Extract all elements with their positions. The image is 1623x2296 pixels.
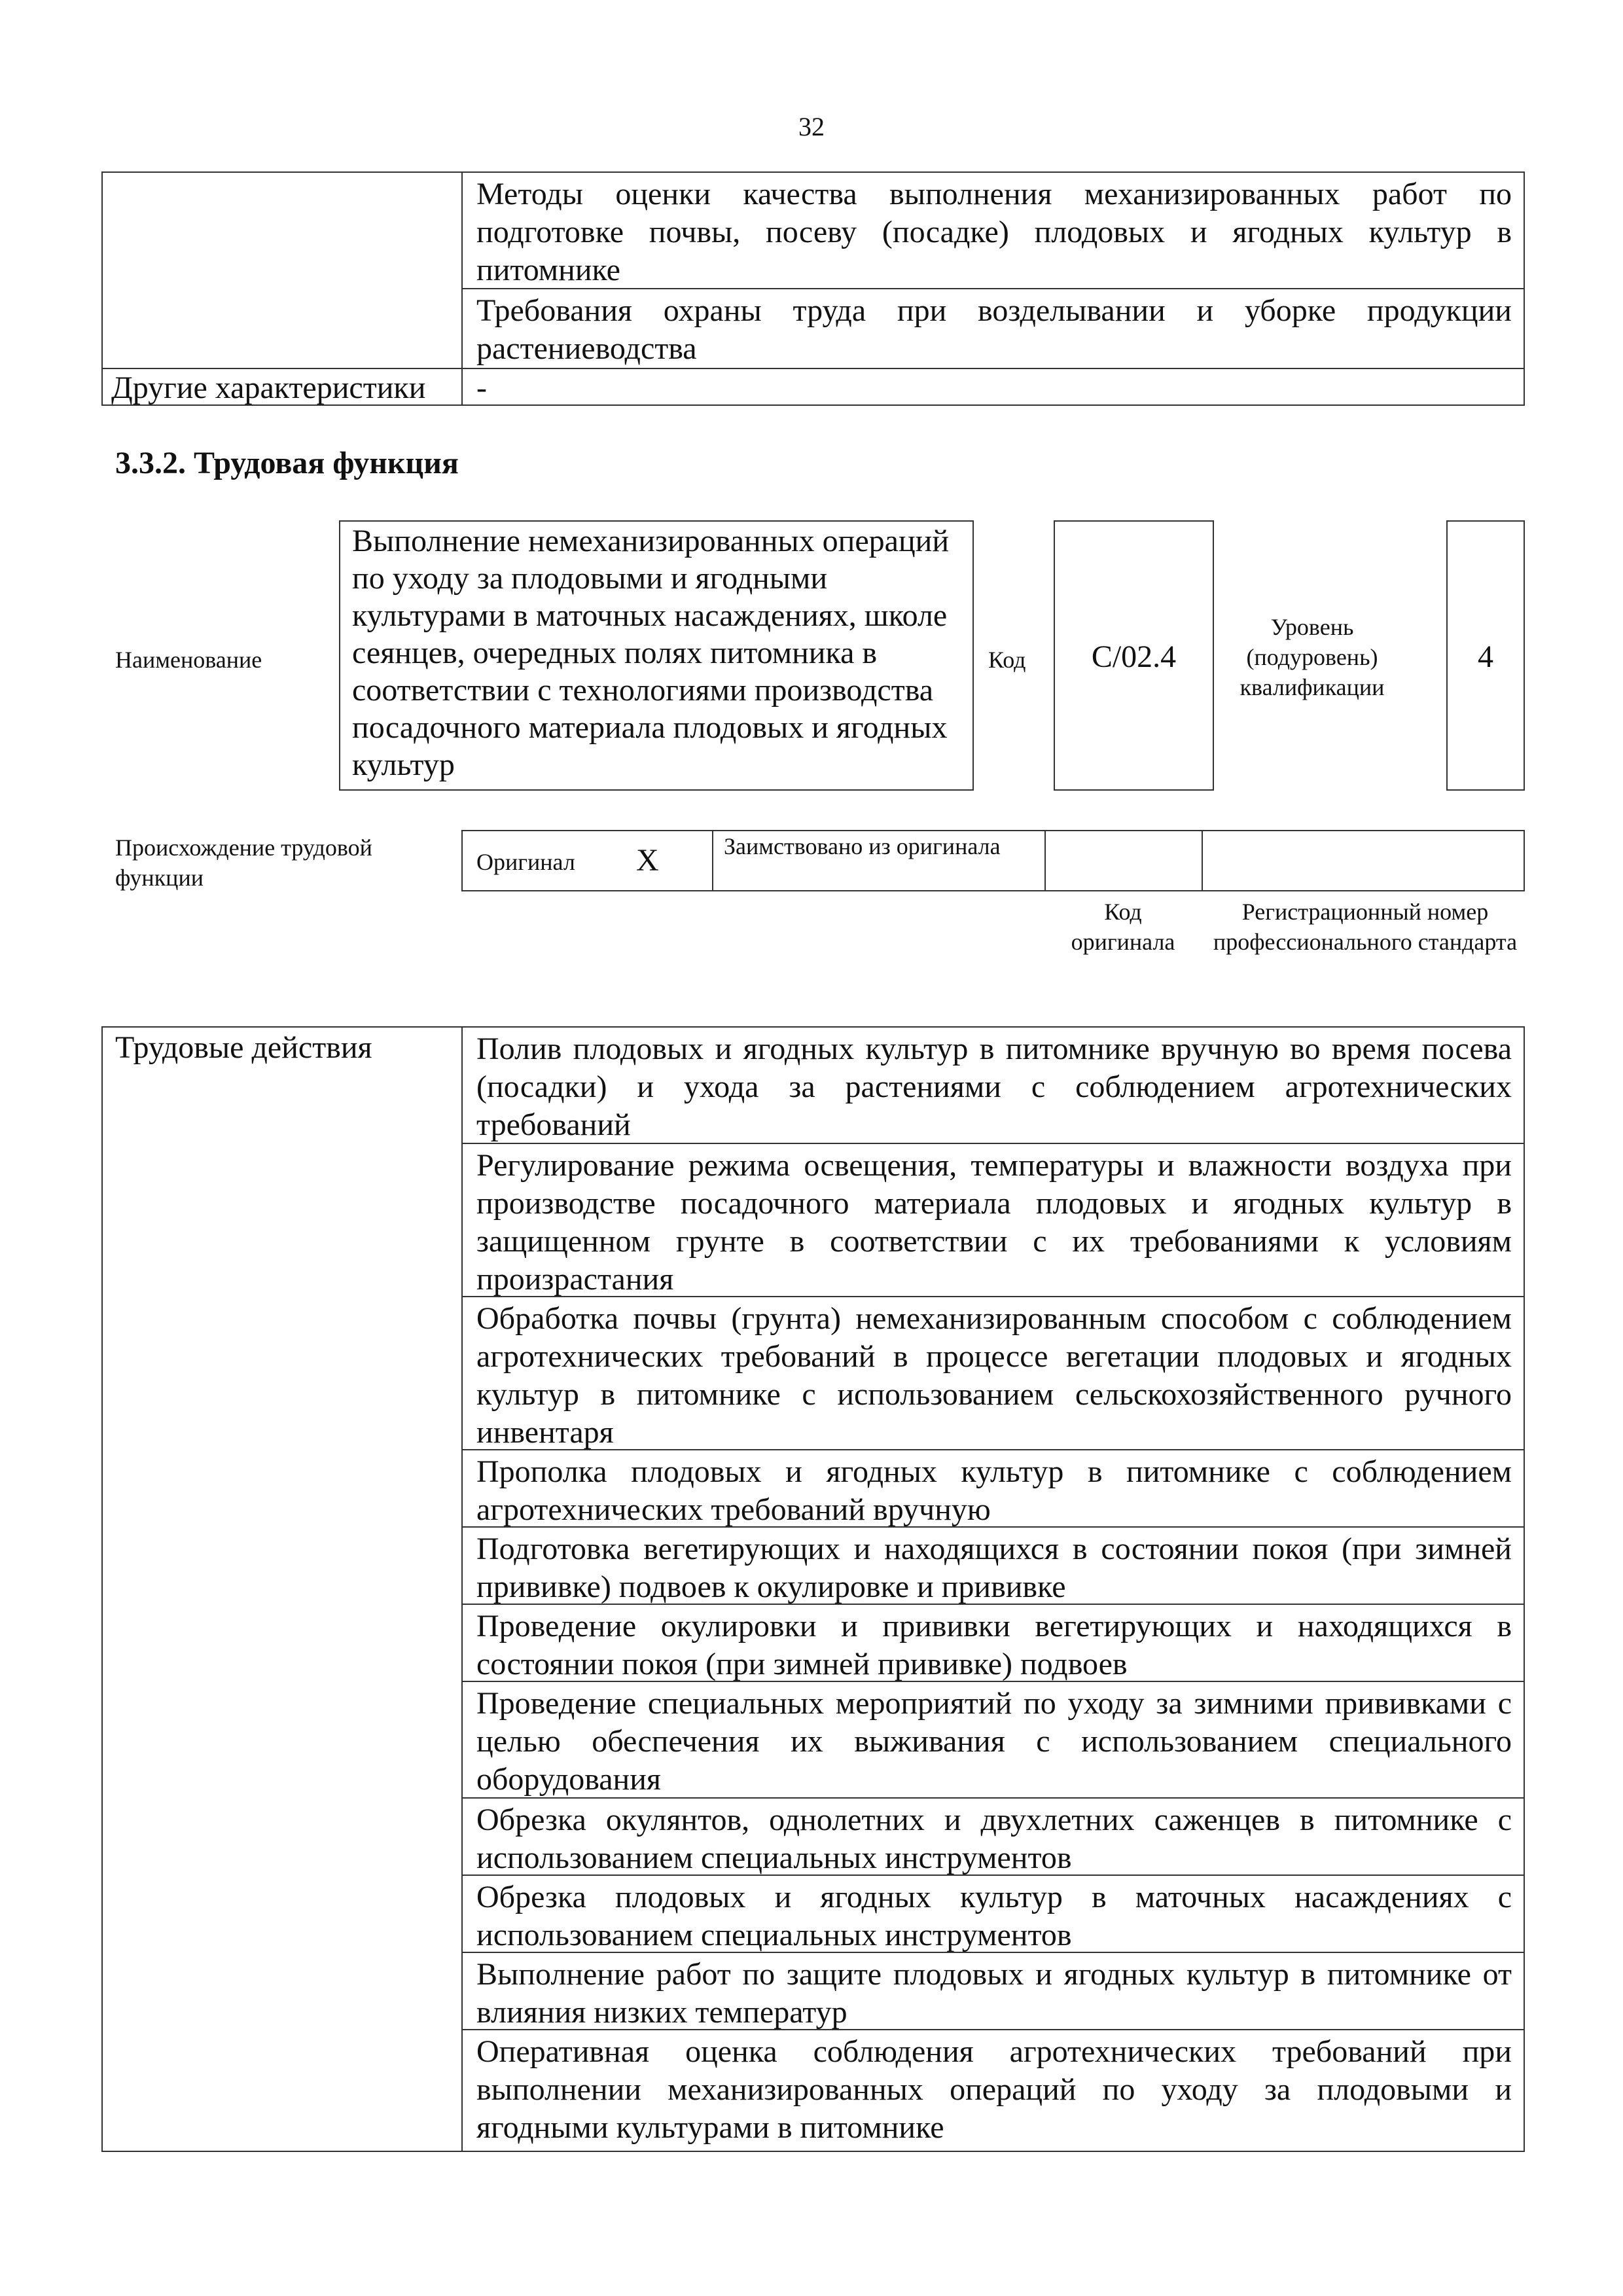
original-mark: X — [636, 843, 659, 878]
original-label: Оригинал — [476, 849, 575, 875]
top-table-row-1: Методы оценки качества выполнения механизированных работ по подготовке почвы, посеву (посадке) плодовых и ягодных культур в питомнике — [476, 177, 1512, 287]
action-item: Оперативная оценка соблюдения агротехнических требований при выполнении механизированных операций по уходу за плодовыми и ягодными культурами в питомнике — [476, 2034, 1512, 2145]
page-number: 32 — [798, 112, 825, 141]
action-item: Регулирование режима освещения, температуры и влажности воздуха при производстве посадочного материала плодовых и ягодных культур в защищенном грунте в соответствии с их требованиями к условиям произрастания — [476, 1148, 1512, 1297]
name-label: Наименование — [115, 647, 262, 673]
action-item: Проведение специальных мероприятий по уходу за зимними прививками с целью обеспечения их выживания с использованием специального оборудования — [476, 1686, 1512, 1797]
action-item: Выполнение работ по защите плодовых и ягодных культур в питомнике от влияния низких температур — [476, 1957, 1512, 2030]
borrowed-label: Заимствовано из оригинала — [724, 833, 1001, 859]
action-item: Обработка почвы (грунта) немеханизированным способом с соблюдением агротехнических требований в процессе вегетации плодовых и ягодных культур в питомнике с использованием сельскохозяйственного ручного инвентаря — [476, 1301, 1512, 1450]
action-item: Прополка плодовых и ягодных культур в питомнике с соблюдением агротехнических требований вручную — [476, 1454, 1512, 1527]
level-value: 4 — [1478, 639, 1493, 674]
other-characteristics-label: Другие характеристики — [111, 370, 426, 405]
origin-label: Происхождение трудовой функции — [115, 834, 372, 891]
other-characteristics-value: - — [476, 370, 487, 405]
action-item: Проведение окулировки и прививки вегетирующих и находящихся в состоянии покоя (при зимней прививке) подвоев — [476, 1609, 1512, 1681]
top-table-row-2: Требования охраны труда при возделывании и уборке продукции растениеводства — [476, 293, 1512, 366]
action-item: Обрезка плодовых и ягодных культур в маточных насаждениях с использованием специальных инструментов — [476, 1880, 1512, 1952]
code-value: C/02.4 — [1091, 639, 1177, 674]
name-value: Выполнение немеханизированных операций по уходу за плодовыми и ягодными культурами в маточных насаждениях, школе сеянцев, очередных полях питомника в соответствии с технологиями производства посадочного материала плодовых и ягодных культур — [352, 524, 949, 782]
section-heading: 3.3.2. Трудовая функция — [115, 446, 459, 480]
code-original-caption: Код оригинала — [1071, 899, 1175, 955]
level-label: Уровень (подуровень) квалификации — [1240, 614, 1385, 700]
action-item: Полив плодовых и ягодных культур в питомнике вручную во время посева (посадки) и ухода за растениями с соблюдением агротехнических требований — [476, 1031, 1512, 1142]
reg-number-caption: Регистрационный номер профессионального стандарта — [1213, 899, 1518, 955]
action-item: Подготовка вегетирующих и находящихся в состоянии покоя (при зимней прививке) подвоев к окулировке и прививке — [476, 1532, 1512, 1604]
action-item: Обрезка окулянтов, однолетних и двухлетних саженцев в питомнике с использованием специальных инструментов — [476, 1803, 1512, 1875]
actions-label: Трудовые действия — [115, 1030, 372, 1065]
code-label: Код — [988, 647, 1026, 673]
